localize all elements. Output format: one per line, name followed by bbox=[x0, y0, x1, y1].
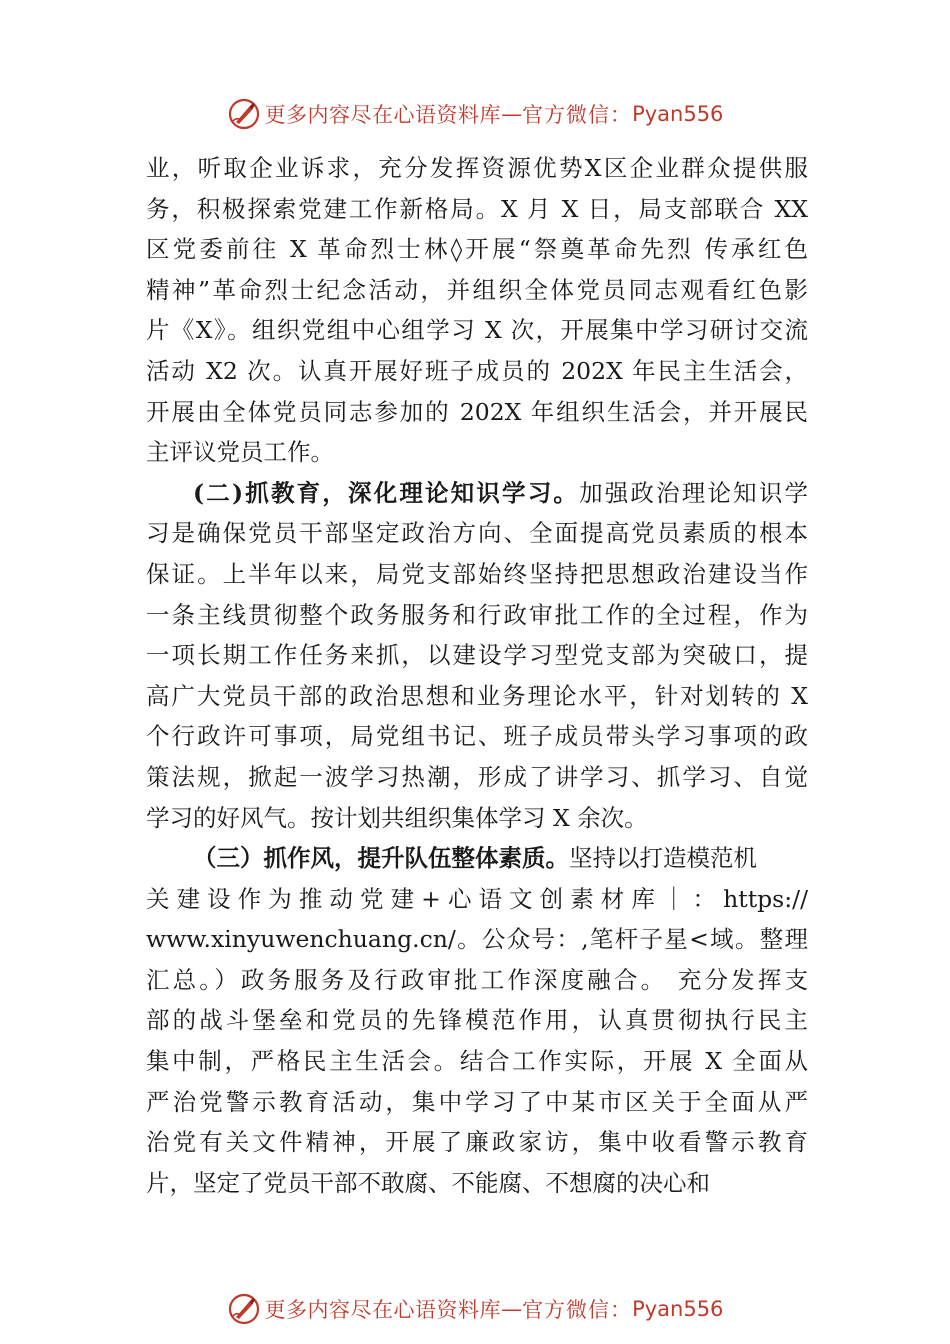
banner-title: 更多内容尽在心语资料库 bbox=[264, 103, 502, 127]
text-line: 活动 X2 次。认真开展好班子成员的 202X 年民主生活会， bbox=[146, 356, 808, 385]
text-line: 保证。上半年以来，局党支部始终坚持把思想政治建设当作 bbox=[146, 559, 808, 588]
text-line: 主评议党员工作。 bbox=[146, 438, 334, 467]
text-line: 片，坚定了党员干部不敢腐、不能腐、不想腐的决心和 bbox=[146, 1168, 710, 1197]
paragraph-1 bbox=[146, 148, 808, 473]
text-line: 治党有关文件精神，开展了廉政家访，集中收看警示教育 bbox=[146, 1128, 808, 1157]
text-line: 业，听取企业诉求，充分发挥资源优势X区企业群众提供服 bbox=[146, 154, 808, 182]
text-line: 汇总。）政务服务及行政审批工作深度融合。 充分发挥支 bbox=[146, 965, 808, 994]
text-line: www.xinyuwenchuang.cn/。公众号：,笔杆子星<域。整理 bbox=[146, 925, 808, 954]
banner-wechat-id: Pyan556 bbox=[632, 1297, 724, 1321]
banner-wechat-id: Pyan556 bbox=[632, 102, 724, 126]
paragraph-2 bbox=[146, 473, 808, 838]
paragraph-first-line bbox=[146, 838, 808, 879]
text-line: 部的战斗堡垒和党员的先锋模范作用，认真贯彻执行民主 bbox=[146, 1006, 808, 1035]
document-body bbox=[146, 148, 808, 1203]
paragraph-3 bbox=[146, 838, 808, 1203]
text-line: 一条主线贯彻整个政务服务和行政审批工作的全过程，作为 bbox=[146, 600, 808, 629]
banner-dash: — bbox=[501, 1297, 523, 1321]
pen-seal-icon bbox=[227, 1292, 261, 1326]
text-line: 个行政许可事项，局党组书记、班子成员带头学习事项的政 bbox=[146, 722, 808, 751]
text-line: 务，积极探索党建工作新格局。X 月 X 日，局支部联合 XX bbox=[146, 194, 808, 223]
text-line: 习是确保党员干部坚定政治方向、全面提高党员素质的根本 bbox=[146, 519, 808, 548]
pen-seal-icon bbox=[227, 97, 261, 131]
text-line: 学习的好风气。按计划共组织集体学习 X 余次。 bbox=[146, 803, 648, 832]
text-run: 加强政治理论知识学 bbox=[579, 478, 808, 507]
footer-banner bbox=[0, 1289, 950, 1329]
text-line: 高广大党员干部的政治思想和业务理论水平，针对划转的 X bbox=[146, 681, 808, 710]
text-run: 坚持以打造模范机 bbox=[569, 844, 757, 873]
section-heading: (二)抓教育，深化理论知识学习。 bbox=[193, 478, 580, 507]
banner-dash: — bbox=[501, 102, 523, 126]
text-line: 片《X》。组织党组中心组学习 X 次，开展集中学习研讨交流 bbox=[146, 316, 808, 345]
header-banner bbox=[0, 94, 950, 134]
text-line: 严治党警示教育活动，集中学习了中某市区关于全面从严 bbox=[146, 1087, 808, 1116]
text-line: 关建设作为推动党建+心语文创素材库｜：https:// bbox=[146, 884, 808, 913]
section-heading: （三）抓作风，提升队伍整体素质。 bbox=[193, 844, 569, 873]
text-line: 一项长期工作任务来抓，以建设学习型党支部为突破口，提 bbox=[146, 641, 808, 670]
banner-title: 更多内容尽在心语资料库 bbox=[264, 1298, 502, 1322]
text-line: 精神”革命烈士纪念活动，并组织全体党员同志观看红色影 bbox=[146, 275, 808, 304]
text-line: 集中制，严格民主生活会。结合工作实际，开展 X 全面从 bbox=[146, 1047, 808, 1076]
text-line: 开展由全体党员同志参加的 202X 年组织生活会，并开展民 bbox=[146, 397, 808, 426]
banner-wechat-label: 官方微信： bbox=[522, 1298, 633, 1322]
banner-wechat-label: 官方微信： bbox=[522, 103, 633, 127]
paragraph-first-line bbox=[146, 473, 808, 514]
text-line: 策法规，掀起一波学习热潮，形成了讲学习、抓学习、自觉 bbox=[146, 762, 808, 791]
text-line: 区党委前往 X 革命烈士林◊开展“祭奠革命先烈 传承红色 bbox=[146, 235, 808, 264]
